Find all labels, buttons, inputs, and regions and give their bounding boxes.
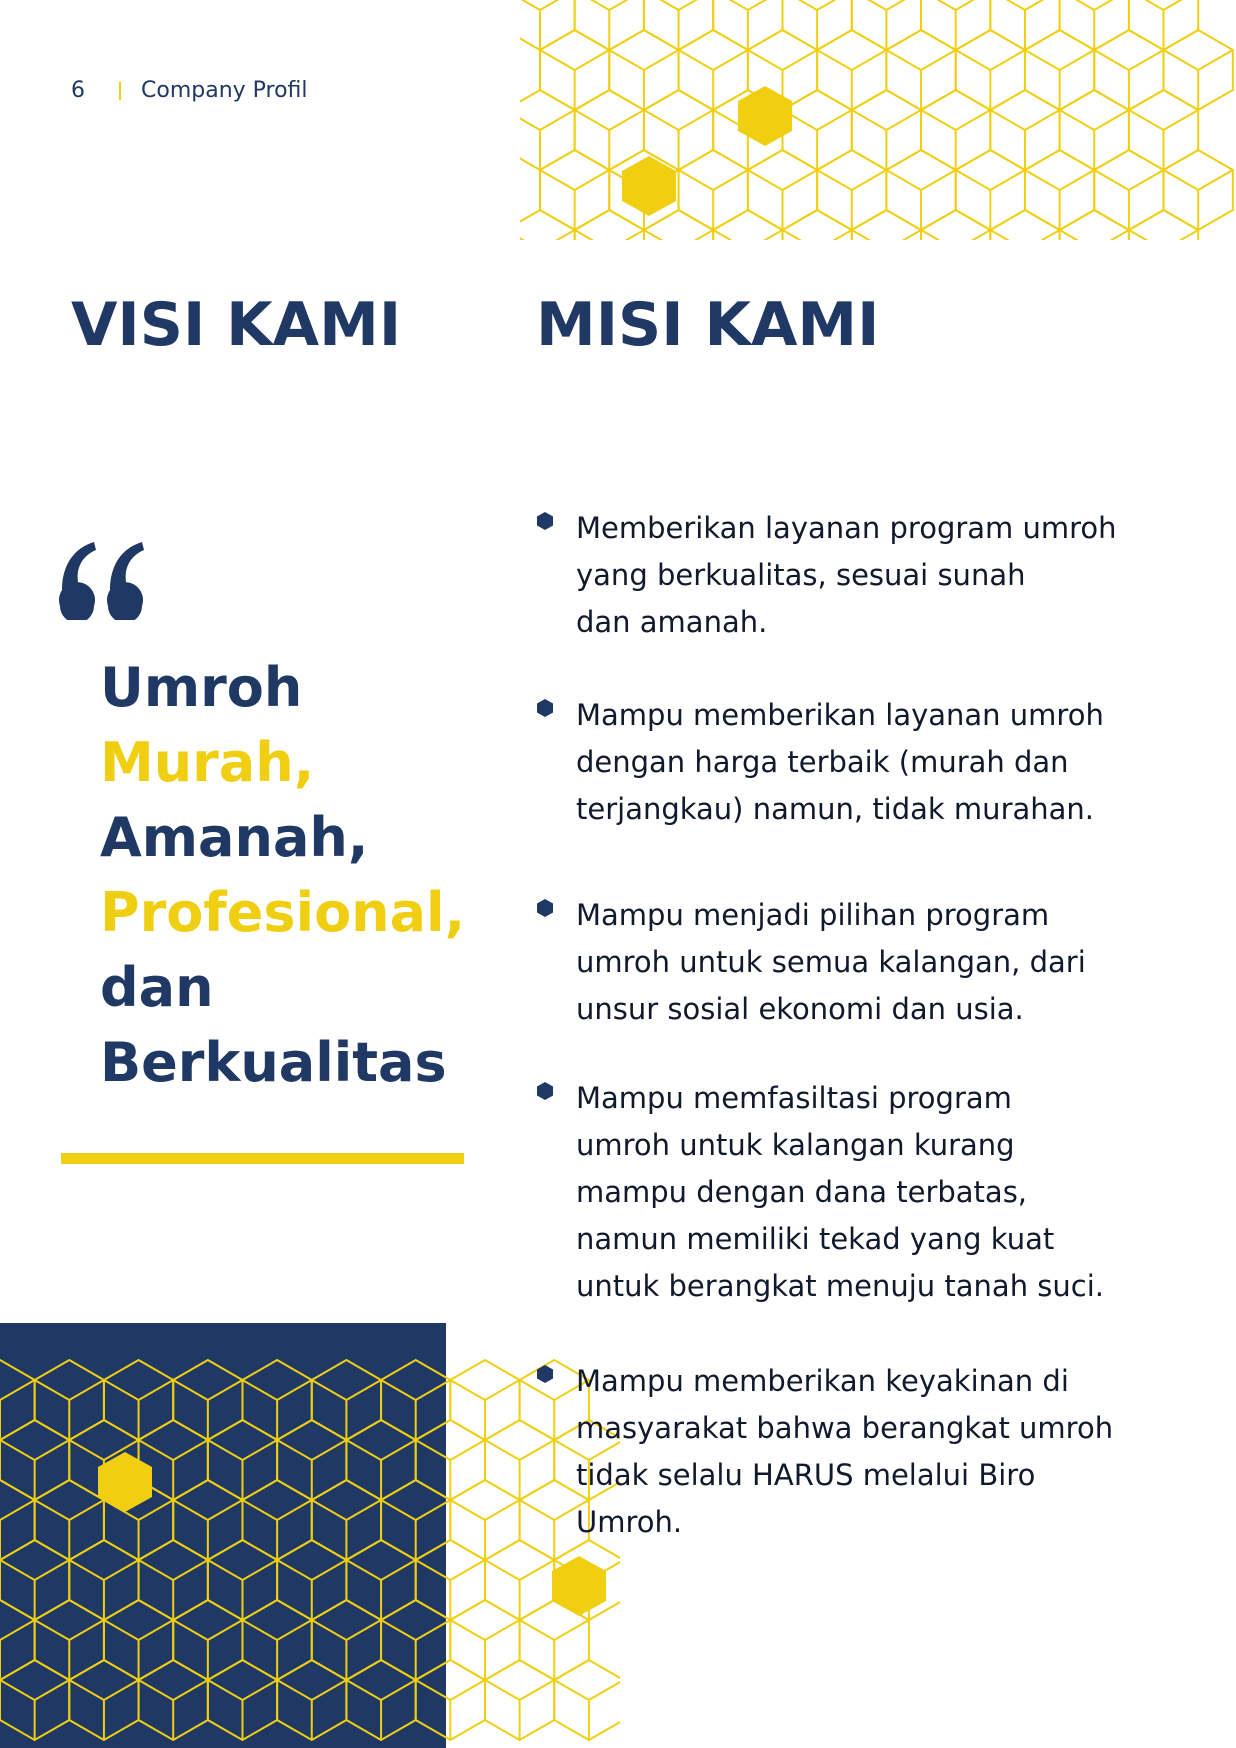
vision-underline [61, 1153, 464, 1164]
mission-text [576, 505, 1117, 646]
mission-line: tidak selalu HARUS melalui Biro [576, 1458, 1036, 1492]
page-header [71, 78, 308, 103]
vision-statement [100, 650, 465, 1100]
hexagon-bullet-icon [536, 1364, 554, 1384]
mission-item [536, 692, 1176, 833]
solid-hexagon-decoration [622, 156, 676, 216]
mission-line: mampu dengan dana terbatas, [576, 1175, 1028, 1209]
hexagon-bullet-icon [536, 898, 554, 918]
hexagon-bullet-icon [536, 698, 554, 718]
mission-line: Mampu menjadi pilihan program [576, 898, 1050, 932]
mission-item [536, 1075, 1176, 1310]
mission-text [576, 1075, 1104, 1310]
hexagon-bullet-icon [536, 1081, 554, 1101]
misi-heading: MISI KAMI [536, 290, 880, 360]
hexagon-bullet-icon [536, 511, 554, 531]
mission-line: untuk berangkat menuju tanah suci. [576, 1269, 1105, 1303]
mission-text [576, 892, 1086, 1033]
mission-line: Mampu memberikan keyakinan di [576, 1364, 1069, 1398]
mission-line: namun memiliki tekad yang kuat [576, 1222, 1055, 1256]
hexagon-pattern-bottom [0, 1300, 620, 1748]
mission-text [576, 692, 1104, 833]
solid-hexagon-decoration [552, 1556, 606, 1616]
mission-line: umroh untuk kalangan kurang [576, 1128, 1015, 1162]
hexagon-pattern-top [520, 0, 1236, 240]
mission-text [576, 1358, 1113, 1546]
mission-line: umroh untuk semua kalangan, dari [576, 945, 1086, 979]
mission-line: dan amanah. [576, 605, 768, 639]
mission-line: terjangkau) namun, tidak murahan. [576, 792, 1095, 826]
mission-line: dengan harga terbaik (murah dan [576, 745, 1069, 779]
vision-line: dan [100, 956, 214, 1019]
mission-item [536, 1358, 1176, 1546]
mission-line: unsur sosial ekonomi dan usia. [576, 992, 1024, 1026]
page-number: 6 [71, 78, 85, 103]
quote-open-icon [52, 540, 152, 620]
mission-line: yang berkualitas, sesuai sunah [576, 558, 1026, 592]
vision-line: Amanah, [100, 806, 369, 869]
vision-line: Profesional, [100, 881, 466, 944]
mission-item [536, 505, 1176, 646]
solid-hexagon-decoration [98, 1452, 152, 1512]
vision-line: Murah, [100, 731, 315, 794]
vision-line: Berkualitas [100, 1031, 447, 1094]
mission-line: Mampu memberikan layanan umroh [576, 698, 1104, 732]
header-divider [119, 82, 121, 100]
mission-line: Mampu memfasiltasi program [576, 1081, 1012, 1115]
mission-line: Memberikan layanan program umroh [576, 511, 1117, 545]
mission-item [536, 892, 1176, 1033]
mission-line: Umroh. [576, 1505, 683, 1539]
mission-line: masyarakat bahwa berangkat umroh [576, 1411, 1114, 1445]
visi-heading: VISI KAMI [71, 290, 402, 360]
header-title: Company Profil [141, 78, 308, 103]
solid-hexagon-decoration [738, 86, 792, 146]
vision-line: Umroh [100, 656, 303, 719]
